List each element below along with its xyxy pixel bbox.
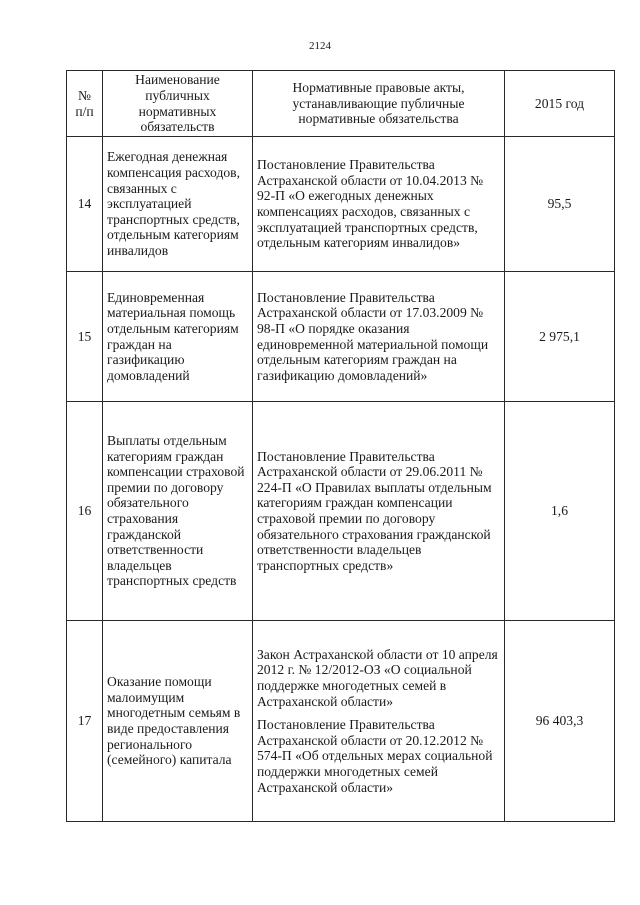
obligation-name: Единовременная материальная помощь отдельным категориям граждан на газификацию домовладений (103, 272, 253, 402)
legal-act: Постановление Правительства Астраханской области от 10.04.2013 № 92-П «О ежегодных денежных компенсациях расходов, связанных с эксплуатацией транспортных средств, отдельным категориям инвалидов» (257, 157, 484, 251)
header-legal-acts: Нормативные правовые акты, устанавливающие публичные нормативные обязательства (253, 71, 505, 137)
table-row (67, 272, 615, 402)
legal-acts-cell (253, 621, 505, 822)
header-number: № п/п (67, 71, 103, 137)
amount-2015: 95,5 (505, 137, 615, 272)
table-header-row (67, 71, 615, 137)
header-obligation-name: Наименование публичных нормативных обязательств (103, 71, 253, 137)
header-year: 2015 год (505, 71, 615, 137)
legal-act: Закон Астраханской области от 10 апреля 2012 г. № 12/2012-ОЗ «О социальной поддержке многодетных семей в Астраханской области» (257, 646, 498, 709)
amount-2015: 1,6 (505, 402, 615, 621)
row-number: 14 (67, 137, 103, 272)
table-row (67, 621, 615, 822)
obligation-name: Ежегодная денежная компенсация расходов, связанных с эксплуатацией транспортных средств, отдельным категориям инвалидов (103, 137, 253, 272)
amount-2015: 2 975,1 (505, 272, 615, 402)
row-number: 16 (67, 402, 103, 621)
legal-acts-cell (253, 137, 505, 272)
table-row (67, 137, 615, 272)
table-row (67, 402, 615, 621)
amount-2015: 96 403,3 (505, 621, 615, 822)
legal-act: Постановление Правительства Астраханской области от 29.06.2011 № 224-П «О Правилах выплаты отдельным категориям граждан компенсации страховой премии по договору обязательного страхования гражданской ответственности владельцев транспортных средств» (257, 448, 492, 573)
row-number: 15 (67, 272, 103, 402)
obligation-name: Оказание помощи малоимущим многодетным семьям в виде предоставления регионального (семейного) капитала (103, 621, 253, 822)
legal-acts-cell (253, 402, 505, 621)
legal-act: Постановление Правительства Астраханской области от 20.12.2012 № 574-П «Об отдельных мерах социальной поддержки многодетных семей Астраханской области» (257, 717, 493, 795)
row-number: 17 (67, 621, 103, 822)
legal-act: Постановление Правительства Астраханской области от 17.03.2009 № 98-П «О порядке оказания единовременной материальной помощи отдельным категориям граждан на газификацию домовладений» (257, 289, 489, 383)
obligations-table (66, 70, 615, 822)
obligation-name: Выплаты отдельным категориям граждан компенсации страховой премии по договору обязательного страхования гражданской ответственности владельцев транспортных средств (103, 402, 253, 621)
page-number: 2124 (309, 40, 331, 52)
legal-acts-cell (253, 272, 505, 402)
